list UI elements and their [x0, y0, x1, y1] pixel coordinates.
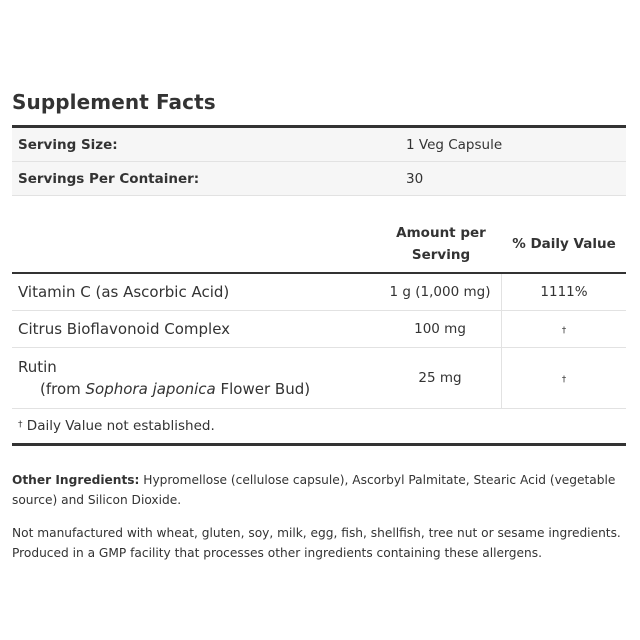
- footnote-text: Daily Value not established.: [26, 418, 215, 434]
- panel-title: Supplement Facts: [12, 90, 216, 114]
- nutrient-source: (from Sophora japonica Flower Bud): [40, 380, 311, 398]
- amount-column-header: Amount per Serving: [396, 225, 486, 263]
- nutrient-amount: 100 mg: [379, 311, 502, 348]
- column-header-row: [12, 196, 626, 272]
- nutrient-name: Rutin: [18, 358, 57, 376]
- nutrient-name: Citrus Bioflavonoid Complex: [12, 311, 379, 348]
- species-name: Sophora japonica: [85, 380, 216, 398]
- allergen-disclaimer: Not manufactured with wheat, gluten, soy, milk, egg, fish, shellfish, tree nut or sesame ingredients. Produced in a GMP facility that processes other ingredients containing these allergens.: [12, 526, 621, 560]
- nutrient-row: [12, 311, 626, 348]
- nutrient-amount: 1 g (1,000 mg): [379, 274, 502, 311]
- supplement-facts-panel: [12, 86, 626, 446]
- serving-size-label: Serving Size:: [12, 128, 400, 162]
- other-ingredients-text: Hypromellose (cellulose capsule), Ascorbyl Palmitate, Stearic Acid (vegetable source) and Silicon Dioxide.: [12, 473, 616, 507]
- daily-value-column-header: % Daily Value: [512, 236, 616, 252]
- dagger-mark: †: [561, 375, 567, 385]
- serving-size-row: [12, 128, 626, 162]
- servings-per-container-label: Servings Per Container:: [12, 162, 400, 196]
- nutrient-name: Vitamin C (as Ascorbic Acid): [12, 274, 379, 311]
- servings-per-container-row: [12, 162, 626, 196]
- bottom-rule: [12, 443, 626, 446]
- dagger-mark: †: [18, 420, 23, 430]
- serving-info-table: [12, 128, 626, 196]
- other-ingredients-label: Other Ingredients:: [12, 473, 140, 487]
- nutrient-amount: 25 mg: [379, 348, 502, 409]
- notes-section: [12, 470, 626, 576]
- dagger-mark: †: [561, 326, 567, 336]
- nutrient-daily-value: 1111%: [502, 274, 627, 311]
- serving-size-value: 1 Veg Capsule: [400, 128, 626, 162]
- nutrient-row: [12, 348, 626, 409]
- nutrient-table: [12, 274, 626, 409]
- footnote: [12, 409, 626, 443]
- other-ingredients: [12, 470, 626, 510]
- servings-per-container-value: 30: [400, 162, 626, 196]
- nutrient-row: [12, 274, 626, 311]
